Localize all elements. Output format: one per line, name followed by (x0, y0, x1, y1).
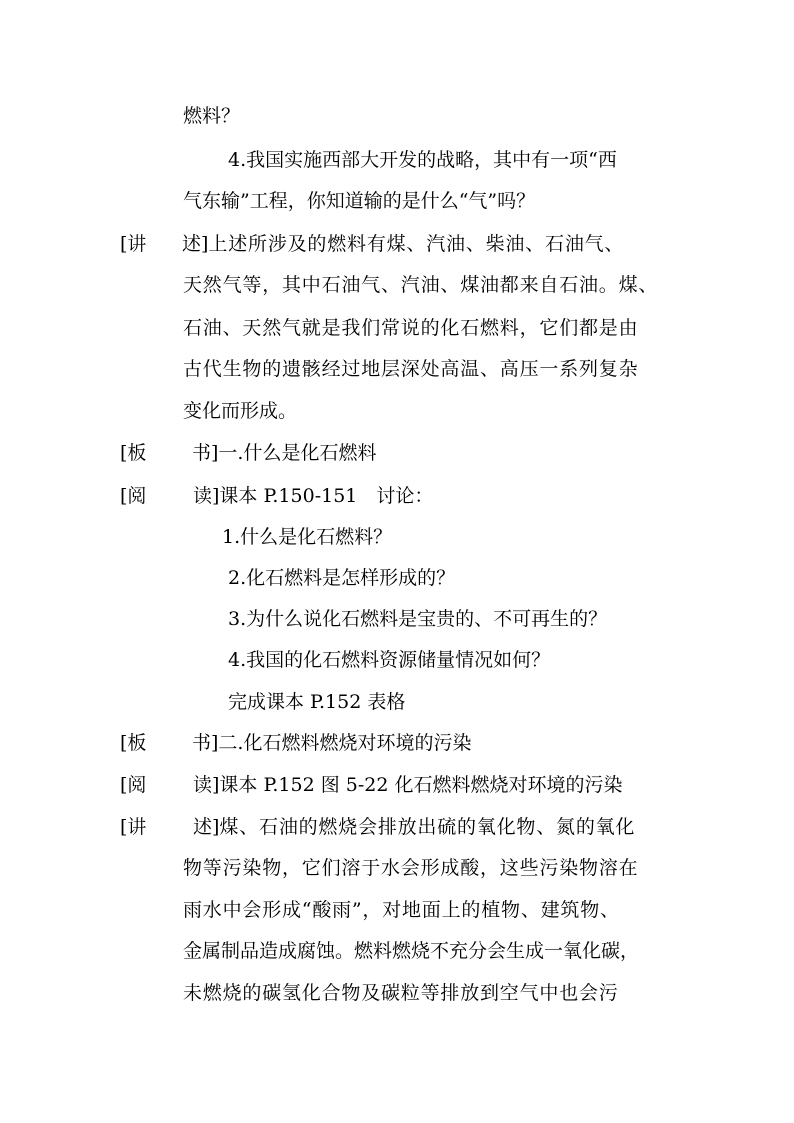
lecture-1-line: 变化而形成。 (183, 400, 298, 422)
discussion-question: 1.什么是化石燃料？ (222, 526, 393, 548)
label-close: 书] (192, 442, 219, 464)
discussion-question: 2.化石燃料是怎样形成的？ (228, 567, 456, 589)
board-1-heading: 一.什么是化石燃料 (218, 442, 377, 464)
lecture-1-line: 古代生物的遗骸经过地层深处高温、高压一系列复杂 (183, 358, 639, 380)
section-label-board-1 (120, 441, 376, 465)
reading-1-text: 课本 P.150-151 讨论： (219, 485, 434, 507)
reading-2-text: 课本 P.152 图 5-22 化石燃料燃烧对环境的污染 (219, 774, 623, 796)
section-label-lecture-1 (120, 232, 624, 256)
label-open: [讲 (120, 816, 147, 838)
label-open: [板 (120, 442, 147, 464)
lecture-2-line: 雨水中会形成“酸雨”，对地面上的植物、建筑物、 (183, 899, 620, 921)
discussion-question: 3.为什么说化石燃料是宝贵的、不可再生的？ (228, 608, 608, 630)
label-open: [阅 (120, 774, 147, 796)
section-label-board-2 (120, 731, 471, 755)
label-close: 述] (193, 816, 220, 838)
textbook-task: 完成课本 P.152 表格 (228, 691, 406, 713)
lecture-2-line: 金属制品造成腐蚀。燃料燃烧不充分会生成一氧化碳， (183, 940, 640, 962)
intro-line: 燃料？ (183, 105, 241, 127)
lecture-1-line: 天然气等，其中石油气、汽油、煤油都来自石油。煤、 (183, 274, 659, 296)
section-label-reading-2 (120, 773, 623, 797)
lecture-2-line: 物等污染物，它们溶于水会形成酸，这些污染物溶在 (183, 857, 639, 879)
section-label-reading-1 (120, 484, 433, 508)
section-label-lecture-2 (120, 815, 635, 839)
lecture-1-first-line: 上述所涉及的燃料有煤、汽油、柴油、石油气、 (208, 233, 625, 255)
lecture-2-line: 未燃烧的碳氢化合物及碳粒等排放到空气中也会污 (183, 982, 619, 1004)
label-open: [阅 (120, 485, 147, 507)
label-close: 书] (192, 732, 219, 754)
question-4-line1: 4.我国实施西部大开发的战略，其中有一项“西 (228, 149, 617, 171)
question-4-line2: 气东输”工程，你知道输的是什么“气”吗？ (183, 190, 536, 212)
label-close: 述] (182, 233, 209, 255)
label-close: 读] (193, 485, 220, 507)
label-close: 读] (193, 774, 220, 796)
label-open: [板 (120, 732, 147, 754)
discussion-question: 4.我国的化石燃料资源储量情况如何？ (228, 649, 551, 671)
board-2-heading: 二.化石燃料燃烧对环境的污染 (218, 732, 472, 754)
lecture-2-first-line: 煤、石油的燃烧会排放出硫的氧化物、氮的氧化 (219, 816, 636, 838)
label-open: [讲 (120, 233, 147, 255)
lecture-1-line: 石油、天然气就是我们常说的化石燃料，它们都是由 (183, 317, 639, 339)
